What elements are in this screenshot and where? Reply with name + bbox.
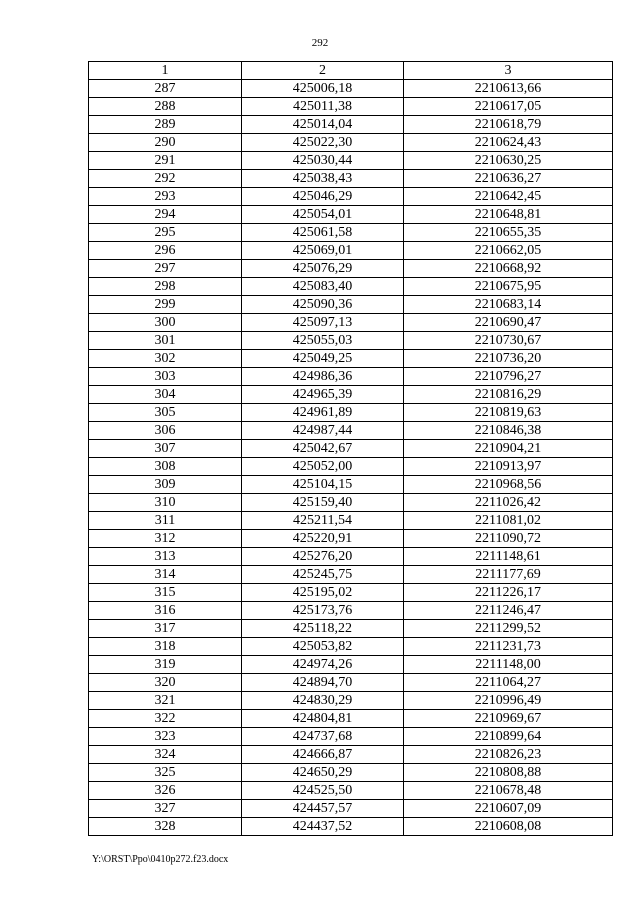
x-coordinate-cell: 425173,76: [242, 602, 404, 620]
point-number-cell: 304: [89, 386, 242, 404]
x-coordinate-cell: 424666,87: [242, 746, 404, 764]
y-coordinate-cell: 2210618,79: [404, 116, 613, 134]
y-coordinate-cell: 2211081,02: [404, 512, 613, 530]
point-number-cell: 318: [89, 638, 242, 656]
y-coordinate-cell: 2210624,43: [404, 134, 613, 152]
y-coordinate-cell: 2210655,35: [404, 224, 613, 242]
x-coordinate-cell: 425090,36: [242, 296, 404, 314]
x-coordinate-cell: 424830,29: [242, 692, 404, 710]
column-header-2: 2: [242, 62, 404, 80]
table-row: [89, 422, 613, 440]
y-coordinate-cell: 2210630,25: [404, 152, 613, 170]
y-coordinate-cell: 2210913,97: [404, 458, 613, 476]
x-coordinate-cell: 424457,57: [242, 800, 404, 818]
table-row: [89, 260, 613, 278]
table-row: [89, 80, 613, 98]
table-row: [89, 170, 613, 188]
y-coordinate-cell: 2210736,20: [404, 350, 613, 368]
y-coordinate-cell: 2210816,29: [404, 386, 613, 404]
x-coordinate-cell: 425030,44: [242, 152, 404, 170]
point-number-cell: 306: [89, 422, 242, 440]
x-coordinate-cell: 424437,52: [242, 818, 404, 836]
table-row: [89, 818, 613, 836]
y-coordinate-cell: 2210996,49: [404, 692, 613, 710]
x-coordinate-cell: 425046,29: [242, 188, 404, 206]
x-coordinate-cell: 424650,29: [242, 764, 404, 782]
y-coordinate-cell: 2211148,61: [404, 548, 613, 566]
point-number-cell: 323: [89, 728, 242, 746]
x-coordinate-cell: 424965,39: [242, 386, 404, 404]
table-row: [89, 368, 613, 386]
point-number-cell: 296: [89, 242, 242, 260]
point-number-cell: 326: [89, 782, 242, 800]
x-coordinate-cell: 425049,25: [242, 350, 404, 368]
point-number-cell: 305: [89, 404, 242, 422]
y-coordinate-cell: 2211226,17: [404, 584, 613, 602]
table-row: [89, 674, 613, 692]
point-number-cell: 319: [89, 656, 242, 674]
x-coordinate-cell: 424525,50: [242, 782, 404, 800]
point-number-cell: 324: [89, 746, 242, 764]
y-coordinate-cell: 2211090,72: [404, 530, 613, 548]
table-row: [89, 602, 613, 620]
x-coordinate-cell: 425069,01: [242, 242, 404, 260]
table-row: [89, 566, 613, 584]
table-row: [89, 188, 613, 206]
table-row: [89, 476, 613, 494]
point-number-cell: 291: [89, 152, 242, 170]
column-header-1: 1: [89, 62, 242, 80]
point-number-cell: 320: [89, 674, 242, 692]
x-coordinate-cell: 425159,40: [242, 494, 404, 512]
x-coordinate-cell: 424894,70: [242, 674, 404, 692]
x-coordinate-cell: 425104,15: [242, 476, 404, 494]
point-number-cell: 290: [89, 134, 242, 152]
point-number-cell: 294: [89, 206, 242, 224]
y-coordinate-cell: 2210968,56: [404, 476, 613, 494]
table-row: [89, 692, 613, 710]
table-body: [89, 80, 613, 836]
point-number-cell: 299: [89, 296, 242, 314]
table-row: [89, 296, 613, 314]
y-coordinate-cell: 2210668,92: [404, 260, 613, 278]
table-row: [89, 494, 613, 512]
y-coordinate-cell: 2211299,52: [404, 620, 613, 638]
y-coordinate-cell: 2210730,67: [404, 332, 613, 350]
y-coordinate-cell: 2210846,38: [404, 422, 613, 440]
x-coordinate-cell: 425245,75: [242, 566, 404, 584]
footer-file-path: Y:\ORST\Ppo\0410p272.f23.docx: [92, 854, 229, 865]
y-coordinate-cell: 2210678,48: [404, 782, 613, 800]
y-coordinate-cell: 2210808,88: [404, 764, 613, 782]
point-number-cell: 327: [89, 800, 242, 818]
table-row: [89, 134, 613, 152]
y-coordinate-cell: 2211246,47: [404, 602, 613, 620]
table-header-row: [89, 62, 613, 80]
y-coordinate-cell: 2210683,14: [404, 296, 613, 314]
x-coordinate-cell: 425211,54: [242, 512, 404, 530]
table-row: [89, 386, 613, 404]
point-number-cell: 287: [89, 80, 242, 98]
point-number-cell: 293: [89, 188, 242, 206]
y-coordinate-cell: 2210690,47: [404, 314, 613, 332]
table-row: [89, 98, 613, 116]
y-coordinate-cell: 2210607,09: [404, 800, 613, 818]
x-coordinate-cell: 425022,30: [242, 134, 404, 152]
x-coordinate-cell: 425054,01: [242, 206, 404, 224]
table-row: [89, 638, 613, 656]
table-row: [89, 458, 613, 476]
y-coordinate-cell: 2211148,00: [404, 656, 613, 674]
point-number-cell: 321: [89, 692, 242, 710]
x-coordinate-cell: 425276,20: [242, 548, 404, 566]
y-coordinate-cell: 2211177,69: [404, 566, 613, 584]
point-number-cell: 302: [89, 350, 242, 368]
y-coordinate-cell: 2210904,21: [404, 440, 613, 458]
x-coordinate-cell: 425061,58: [242, 224, 404, 242]
y-coordinate-cell: 2211231,73: [404, 638, 613, 656]
x-coordinate-cell: 424804,81: [242, 710, 404, 728]
y-coordinate-cell: 2210613,66: [404, 80, 613, 98]
point-number-cell: 317: [89, 620, 242, 638]
x-coordinate-cell: 424987,44: [242, 422, 404, 440]
point-number-cell: 300: [89, 314, 242, 332]
table-row: [89, 512, 613, 530]
table-row: [89, 728, 613, 746]
x-coordinate-cell: 425053,82: [242, 638, 404, 656]
x-coordinate-cell: 424986,36: [242, 368, 404, 386]
x-coordinate-cell: 424974,26: [242, 656, 404, 674]
x-coordinate-cell: 425038,43: [242, 170, 404, 188]
y-coordinate-cell: 2210969,67: [404, 710, 613, 728]
point-number-cell: 303: [89, 368, 242, 386]
table-row: [89, 152, 613, 170]
point-number-cell: 307: [89, 440, 242, 458]
table-row: [89, 116, 613, 134]
x-coordinate-cell: 425118,22: [242, 620, 404, 638]
point-number-cell: 297: [89, 260, 242, 278]
y-coordinate-cell: 2210617,05: [404, 98, 613, 116]
point-number-cell: 325: [89, 764, 242, 782]
table-row: [89, 404, 613, 422]
y-coordinate-cell: 2210675,95: [404, 278, 613, 296]
point-number-cell: 298: [89, 278, 242, 296]
table-row: [89, 782, 613, 800]
table-row: [89, 314, 613, 332]
table-row: [89, 224, 613, 242]
point-number-cell: 301: [89, 332, 242, 350]
x-coordinate-cell: 425220,91: [242, 530, 404, 548]
point-number-cell: 308: [89, 458, 242, 476]
x-coordinate-cell: 425083,40: [242, 278, 404, 296]
table-row: [89, 656, 613, 674]
table-row: [89, 800, 613, 818]
y-coordinate-cell: 2210899,64: [404, 728, 613, 746]
x-coordinate-cell: 425055,03: [242, 332, 404, 350]
point-number-cell: 295: [89, 224, 242, 242]
x-coordinate-cell: 425006,18: [242, 80, 404, 98]
table-row: [89, 350, 613, 368]
table-row: [89, 764, 613, 782]
x-coordinate-cell: 424961,89: [242, 404, 404, 422]
y-coordinate-cell: 2210796,27: [404, 368, 613, 386]
point-number-cell: 310: [89, 494, 242, 512]
point-number-cell: 316: [89, 602, 242, 620]
point-number-cell: 309: [89, 476, 242, 494]
point-number-cell: 289: [89, 116, 242, 134]
table-row: [89, 530, 613, 548]
y-coordinate-cell: 2211064,27: [404, 674, 613, 692]
y-coordinate-cell: 2210636,27: [404, 170, 613, 188]
table-row: [89, 620, 613, 638]
x-coordinate-cell: 425042,67: [242, 440, 404, 458]
point-number-cell: 315: [89, 584, 242, 602]
point-number-cell: 313: [89, 548, 242, 566]
point-number-cell: 311: [89, 512, 242, 530]
x-coordinate-cell: 425011,38: [242, 98, 404, 116]
page-number: 292: [311, 37, 329, 49]
x-coordinate-cell: 424737,68: [242, 728, 404, 746]
point-number-cell: 314: [89, 566, 242, 584]
table-row: [89, 584, 613, 602]
x-coordinate-cell: 425052,00: [242, 458, 404, 476]
table-row: [89, 206, 613, 224]
y-coordinate-cell: 2210642,45: [404, 188, 613, 206]
x-coordinate-cell: 425097,13: [242, 314, 404, 332]
table-row: [89, 332, 613, 350]
y-coordinate-cell: 2210648,81: [404, 206, 613, 224]
point-number-cell: 312: [89, 530, 242, 548]
table-row: [89, 746, 613, 764]
point-number-cell: 292: [89, 170, 242, 188]
y-coordinate-cell: 2210662,05: [404, 242, 613, 260]
table-row: [89, 710, 613, 728]
point-number-cell: 328: [89, 818, 242, 836]
table-row: [89, 242, 613, 260]
y-coordinate-cell: 2210819,63: [404, 404, 613, 422]
y-coordinate-cell: 2211026,42: [404, 494, 613, 512]
y-coordinate-cell: 2210826,23: [404, 746, 613, 764]
table-row: [89, 440, 613, 458]
column-header-3: 3: [404, 62, 613, 80]
point-number-cell: 288: [89, 98, 242, 116]
x-coordinate-cell: 425195,02: [242, 584, 404, 602]
coordinates-table: [88, 61, 613, 836]
x-coordinate-cell: 425076,29: [242, 260, 404, 278]
table-row: [89, 278, 613, 296]
point-number-cell: 322: [89, 710, 242, 728]
y-coordinate-cell: 2210608,08: [404, 818, 613, 836]
x-coordinate-cell: 425014,04: [242, 116, 404, 134]
table-row: [89, 548, 613, 566]
